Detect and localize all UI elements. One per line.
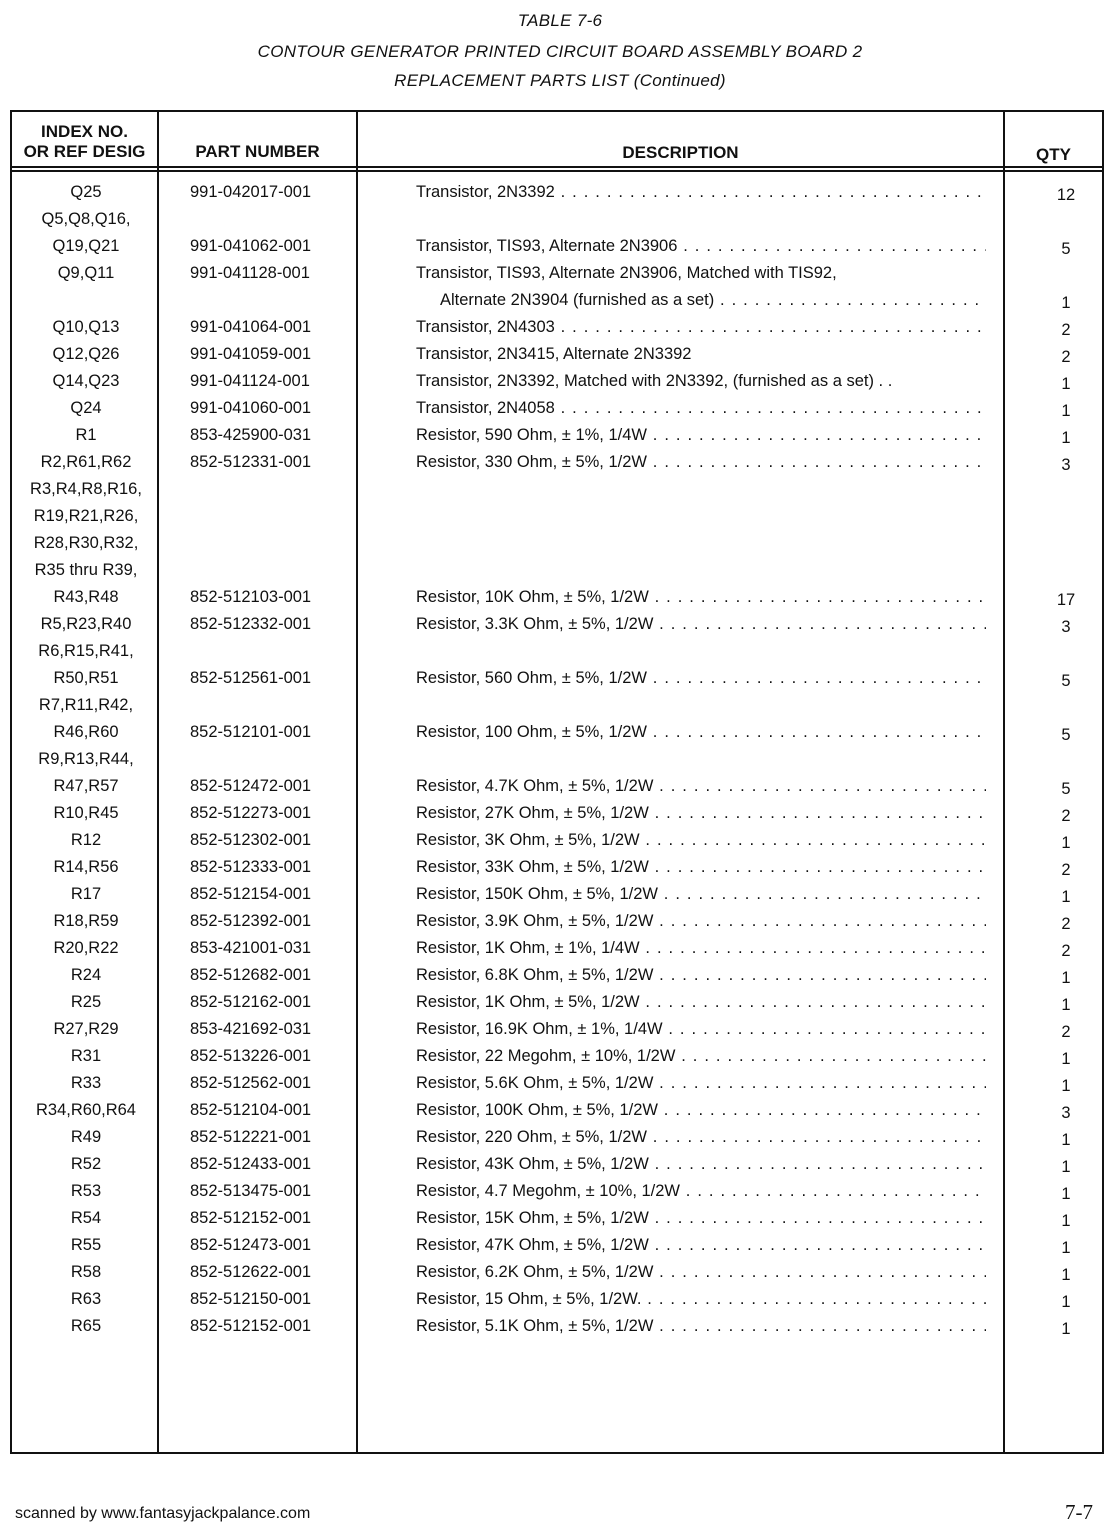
table-row <box>0 775 1120 802</box>
header-divider <box>10 170 1104 172</box>
leader-dots <box>649 1209 986 1227</box>
leader-dots <box>647 669 986 687</box>
part-number: 852-512154-001 <box>190 885 312 903</box>
table-row <box>0 667 1120 694</box>
leader-dots <box>640 939 986 957</box>
description <box>416 1020 986 1039</box>
table-row <box>0 721 1120 748</box>
ref-designator: R28,R30,R32, <box>33 534 139 552</box>
ref-designator: Q10,Q13 <box>52 318 120 336</box>
ref-designator: R10,R45 <box>53 804 119 822</box>
ref-designator: R52 <box>70 1155 102 1173</box>
table-row <box>0 343 1120 370</box>
quantity: 1 <box>1061 1293 1071 1311</box>
table-title: CONTOUR GENERATOR PRINTED CIRCUIT BOARD ASSEMBLY BOARD 2 <box>257 42 863 61</box>
column-header-index-line1: INDEX NO. <box>41 122 128 141</box>
ref-designator: R2,R61,R62 <box>40 453 132 471</box>
ref-designator: R17 <box>70 885 102 903</box>
scan-credit: scanned by www.fantasyjackpalance.com <box>15 1505 311 1522</box>
description <box>416 1128 986 1147</box>
description <box>416 669 986 688</box>
ref-designator: R54 <box>70 1209 102 1227</box>
quantity: 1 <box>1061 402 1071 420</box>
part-number: 991-041128-001 <box>190 264 310 282</box>
table-row <box>0 1153 1120 1180</box>
description <box>416 993 986 1012</box>
ref-designator: R19,R21,R26, <box>33 507 139 525</box>
column-header-description: DESCRIPTION <box>622 143 739 162</box>
table-subtitle: REPLACEMENT PARTS LIST (Continued) <box>394 71 726 90</box>
leader-dots <box>653 615 986 633</box>
part-number: 991-041059-001 <box>190 345 312 363</box>
quantity: 1 <box>1061 1050 1071 1068</box>
ref-designator: R34,R60,R64 <box>36 1101 136 1119</box>
part-number: 852-512472-001 <box>190 777 312 795</box>
quantity: 1 <box>1061 1131 1071 1149</box>
description-text: Resistor, 27K Ohm, ± 5%, 1/2W <box>416 804 649 822</box>
leader-dots <box>640 993 986 1011</box>
ref-designator: R27,R29 <box>53 1020 119 1038</box>
description-text: Resistor, 15K Ohm, ± 5%, 1/2W <box>416 1209 649 1227</box>
page-number: 7-7 <box>1065 1500 1093 1524</box>
description-text: Transistor, 2N3415, Alternate 2N3392 <box>416 345 692 363</box>
description <box>416 372 986 391</box>
part-number: 852-512562-001 <box>190 1074 312 1092</box>
ref-designator: R50,R51 <box>53 669 119 687</box>
part-number: 852-512333-001 <box>190 858 312 876</box>
part-number: 853-421692-031 <box>190 1020 312 1038</box>
table-row <box>0 1261 1120 1288</box>
description <box>416 183 986 202</box>
leader-dots <box>649 858 986 876</box>
description-text: Resistor, 16.9K Ohm, ± 1%, 1/4W <box>416 1020 663 1038</box>
description-text: Resistor, 22 Megohm, ± 10%, 1/2W <box>416 1047 676 1065</box>
description-text: Transistor, TIS93, Alternate 2N3906, Matched with TIS92, <box>416 264 837 282</box>
ref-designator: R5,R23,R40 <box>40 615 132 633</box>
ref-designator: R33 <box>70 1074 102 1092</box>
part-number: 852-512332-001 <box>190 615 312 633</box>
description <box>416 426 986 445</box>
description <box>416 804 986 823</box>
quantity: 1 <box>1061 429 1071 447</box>
table-row <box>0 1288 1120 1315</box>
ref-designator: Q19,Q21 <box>52 237 120 255</box>
leader-dots <box>680 1182 986 1200</box>
description <box>416 1155 986 1174</box>
part-number: 991-041062-001 <box>190 237 312 255</box>
ref-designator: R6,R15,R41, <box>38 642 134 660</box>
table-row <box>0 424 1120 451</box>
table-row <box>0 370 1120 397</box>
part-number: 852-512433-001 <box>190 1155 312 1173</box>
description-text: Resistor, 6.2K Ohm, ± 5%, 1/2W <box>416 1263 654 1281</box>
description-text: Resistor, 10K Ohm, ± 5%, 1/2W <box>416 588 649 606</box>
leader-dots <box>649 1236 986 1254</box>
quantity: 1 <box>1061 996 1071 1014</box>
quantity: 3 <box>1061 456 1071 474</box>
description <box>416 1317 986 1336</box>
description <box>416 1236 986 1255</box>
description <box>416 318 986 337</box>
quantity: 1 <box>1061 375 1071 393</box>
table-row <box>0 1315 1120 1342</box>
ref-designator: R46,R60 <box>53 723 119 741</box>
part-number: 991-041124-001 <box>190 372 310 390</box>
quantity: 1 <box>1061 1212 1071 1230</box>
description-text: Resistor, 3.3K Ohm, ± 5%, 1/2W <box>416 615 654 633</box>
table-row <box>0 478 1120 505</box>
quantity: 1 <box>1061 1077 1071 1095</box>
table-row <box>0 1207 1120 1234</box>
ref-designator: R25 <box>70 993 102 1011</box>
description-text: Resistor, 1K Ohm, ± 1%, 1/4W <box>416 939 640 957</box>
description-text: Resistor, 5.6K Ohm, ± 5%, 1/2W <box>416 1074 654 1092</box>
ref-designator: R7,R11,R42, <box>38 696 134 714</box>
quantity: 2 <box>1061 348 1071 366</box>
leader-dots <box>647 426 986 444</box>
ref-designator: R58 <box>70 1263 102 1281</box>
description <box>416 1263 986 1282</box>
ref-designator: R24 <box>70 966 102 984</box>
quantity: 1 <box>1061 294 1071 312</box>
description-text: Alternate 2N3904 (furnished as a set) <box>440 291 715 309</box>
description-text: Resistor, 43K Ohm, ± 5%, 1/2W <box>416 1155 649 1173</box>
part-number: 852-512682-001 <box>190 966 312 984</box>
leader-dots <box>649 804 986 822</box>
table-row <box>0 532 1120 559</box>
column-header-index-line2: OR REF DESIG <box>23 142 146 161</box>
quantity: 2 <box>1061 915 1071 933</box>
table-row <box>0 991 1120 1018</box>
leader-dots <box>555 183 986 201</box>
description-text: Resistor, 150K Ohm, ± 5%, 1/2W <box>416 885 658 903</box>
table-row <box>0 937 1120 964</box>
table-row <box>0 1126 1120 1153</box>
parts-list <box>0 181 1120 1342</box>
part-number: 991-041064-001 <box>190 318 312 336</box>
ref-designator: Q12,Q26 <box>52 345 120 363</box>
description-text: Transistor, 2N4303 <box>416 318 555 336</box>
quantity: 5 <box>1061 726 1071 744</box>
description-text: Resistor, 33K Ohm, ± 5%, 1/2W <box>416 858 649 876</box>
table-row <box>0 208 1120 235</box>
ref-designator: R9,R13,R44, <box>38 750 134 768</box>
description-text: Resistor, 220 Ohm, ± 5%, 1/2W <box>416 1128 647 1146</box>
table-row <box>0 694 1120 721</box>
description-text: Resistor, 4.7K Ohm, ± 5%, 1/2W <box>416 777 654 795</box>
ref-designator: R3,R4,R8,R16, <box>30 480 142 498</box>
table-row <box>0 316 1120 343</box>
leader-dots <box>675 1047 986 1065</box>
quantity: 2 <box>1061 1023 1071 1041</box>
description <box>416 264 986 283</box>
table-row <box>0 829 1120 856</box>
column-header-part-number: PART NUMBER <box>195 142 320 161</box>
table-row <box>0 181 1120 208</box>
leader-dots <box>640 831 986 849</box>
leader-dots <box>658 885 986 903</box>
part-number: 852-512302-001 <box>190 831 312 849</box>
ref-designator: R35 thru R39, <box>34 561 138 579</box>
table-row <box>0 802 1120 829</box>
ref-designator: Q25 <box>70 183 102 201</box>
table-row <box>0 1072 1120 1099</box>
ref-designator: R63 <box>70 1290 102 1308</box>
description-text: Resistor, 3K Ohm, ± 5%, 1/2W <box>416 831 640 849</box>
part-number: 852-513226-001 <box>190 1047 312 1065</box>
description <box>416 966 986 985</box>
leader-dots <box>641 1290 986 1308</box>
description <box>416 1074 986 1093</box>
description-text: Resistor, 6.8K Ohm, ± 5%, 1/2W <box>416 966 654 984</box>
description <box>416 777 986 796</box>
part-number: 852-512331-001 <box>190 453 312 471</box>
description <box>416 1182 986 1201</box>
leader-dots <box>658 1101 986 1119</box>
part-number: 852-512150-001 <box>190 1290 312 1308</box>
description <box>416 885 986 904</box>
ref-designator: R49 <box>70 1128 102 1146</box>
quantity: 12 <box>1056 186 1076 204</box>
ref-designator: R65 <box>70 1317 102 1335</box>
ref-designator: R18,R59 <box>53 912 119 930</box>
quantity: 1 <box>1061 1266 1071 1284</box>
ref-designator: R20,R22 <box>53 939 119 957</box>
table-row <box>0 640 1120 667</box>
column-header-qty: QTY <box>1036 145 1071 164</box>
description <box>416 453 986 472</box>
ref-designator: R53 <box>70 1182 102 1200</box>
table-row <box>0 451 1120 478</box>
description <box>416 1290 986 1309</box>
ref-designator: R43,R48 <box>53 588 119 606</box>
table-row <box>0 1180 1120 1207</box>
leader-dots <box>653 912 986 930</box>
leader-dots <box>653 1263 986 1281</box>
description <box>416 1101 986 1120</box>
description-text: Transistor, 2N4058 <box>416 399 555 417</box>
quantity: 5 <box>1061 240 1071 258</box>
table-row <box>0 1234 1120 1261</box>
description <box>416 858 986 877</box>
description-text: Resistor, 100 Ohm, ± 5%, 1/2W <box>416 723 647 741</box>
part-number: 853-425900-031 <box>190 426 312 444</box>
part-number: 853-421001-031 <box>190 939 312 957</box>
table-row <box>0 397 1120 424</box>
description <box>416 399 986 418</box>
part-number: 852-513475-001 <box>190 1182 312 1200</box>
quantity: 1 <box>1061 969 1071 987</box>
table-row <box>0 856 1120 883</box>
description-text: Transistor, 2N3392, Matched with 2N3392, (furnished as a set) . . <box>416 372 893 390</box>
leader-dots <box>647 1128 986 1146</box>
table-row <box>0 289 1120 316</box>
part-number: 852-512152-001 <box>190 1317 312 1335</box>
table-row <box>0 1045 1120 1072</box>
part-number: 852-512273-001 <box>190 804 312 822</box>
quantity: 2 <box>1061 321 1071 339</box>
part-number: 852-512473-001 <box>190 1236 312 1254</box>
part-number: 852-512162-001 <box>190 993 312 1011</box>
quantity: 2 <box>1061 807 1071 825</box>
quantity: 17 <box>1056 591 1076 609</box>
description-text: Resistor, 100K Ohm, ± 5%, 1/2W <box>416 1101 658 1119</box>
quantity: 3 <box>1061 618 1071 636</box>
table-row <box>0 559 1120 586</box>
part-number: 852-512221-001 <box>190 1128 312 1146</box>
description <box>416 1047 986 1066</box>
ref-designator: Q9,Q11 <box>57 264 115 282</box>
quantity: 1 <box>1061 888 1071 906</box>
leader-dots <box>663 1020 986 1038</box>
description-text: Resistor, 1K Ohm, ± 5%, 1/2W <box>416 993 640 1011</box>
quantity: 5 <box>1061 780 1071 798</box>
table-row <box>0 1018 1120 1045</box>
description-text: Resistor, 4.7 Megohm, ± 10%, 1/2W <box>416 1182 680 1200</box>
leader-dots <box>714 291 986 309</box>
table-row <box>0 1099 1120 1126</box>
table-row <box>0 505 1120 532</box>
description-text: Resistor, 590 Ohm, ± 1%, 1/4W <box>416 426 647 444</box>
quantity: 1 <box>1061 1158 1071 1176</box>
leader-dots <box>653 1074 986 1092</box>
description-text: Resistor, 560 Ohm, ± 5%, 1/2W <box>416 669 647 687</box>
description <box>416 939 986 958</box>
description <box>416 912 986 931</box>
leader-dots <box>649 1155 986 1173</box>
ref-designator: R1 <box>75 426 97 444</box>
ref-designator: R47,R57 <box>53 777 119 795</box>
description-text: Transistor, TIS93, Alternate 2N3906 <box>416 237 678 255</box>
part-number: 852-512104-001 <box>190 1101 312 1119</box>
ref-designator: R55 <box>70 1236 102 1254</box>
leader-dots <box>649 588 986 606</box>
part-number: 991-042017-001 <box>190 183 312 201</box>
description <box>416 615 986 634</box>
description-text: Resistor, 15 Ohm, ± 5%, 1/2W. <box>416 1290 642 1308</box>
description <box>416 588 986 607</box>
table-number: TABLE 7-6 <box>517 11 603 30</box>
quantity: 2 <box>1061 861 1071 879</box>
description-text: Resistor, 47K Ohm, ± 5%, 1/2W <box>416 1236 649 1254</box>
table-row <box>0 883 1120 910</box>
table-row <box>0 748 1120 775</box>
column-header-index <box>12 122 157 162</box>
ref-designator: R31 <box>70 1047 102 1065</box>
quantity: 3 <box>1061 1104 1071 1122</box>
table-row <box>0 964 1120 991</box>
description <box>416 237 986 256</box>
description-text: Resistor, 330 Ohm, ± 5%, 1/2W <box>416 453 647 471</box>
ref-designator: Q24 <box>70 399 102 417</box>
leader-dots <box>653 777 986 795</box>
leader-dots <box>555 399 986 417</box>
leader-dots <box>555 318 986 336</box>
quantity: 1 <box>1061 834 1071 852</box>
ref-designator: Q14,Q23 <box>52 372 120 390</box>
ref-designator: R12 <box>70 831 102 849</box>
quantity: 1 <box>1061 1185 1071 1203</box>
quantity: 1 <box>1061 1239 1071 1257</box>
part-number: 852-512392-001 <box>190 912 312 930</box>
leader-dots <box>647 453 986 471</box>
description <box>440 291 986 310</box>
part-number: 852-512152-001 <box>190 1209 312 1227</box>
table-row <box>0 262 1120 289</box>
description <box>416 1209 986 1228</box>
quantity: 2 <box>1061 942 1071 960</box>
description <box>416 831 986 850</box>
leader-dots <box>653 966 986 984</box>
part-number: 852-512622-001 <box>190 1263 312 1281</box>
description <box>416 723 986 742</box>
part-number: 852-512101-001 <box>190 723 312 741</box>
part-number: 852-512103-001 <box>190 588 312 606</box>
ref-designator: Q5,Q8,Q16, <box>41 210 131 228</box>
table-row <box>0 235 1120 262</box>
leader-dots <box>647 723 986 741</box>
description-text: Transistor, 2N3392 <box>416 183 555 201</box>
description <box>416 345 986 364</box>
quantity: 1 <box>1061 1320 1071 1338</box>
table-row <box>0 910 1120 937</box>
part-number: 991-041060-001 <box>190 399 312 417</box>
leader-dots <box>653 1317 986 1335</box>
table-row <box>0 586 1120 613</box>
description-text: Resistor, 5.1K Ohm, ± 5%, 1/2W <box>416 1317 654 1335</box>
leader-dots <box>677 237 986 255</box>
part-number: 852-512561-001 <box>190 669 312 687</box>
header-divider <box>10 166 1104 168</box>
table-row <box>0 613 1120 640</box>
description-text: Resistor, 3.9K Ohm, ± 5%, 1/2W <box>416 912 654 930</box>
ref-designator: R14,R56 <box>53 858 119 876</box>
quantity: 5 <box>1061 672 1071 690</box>
